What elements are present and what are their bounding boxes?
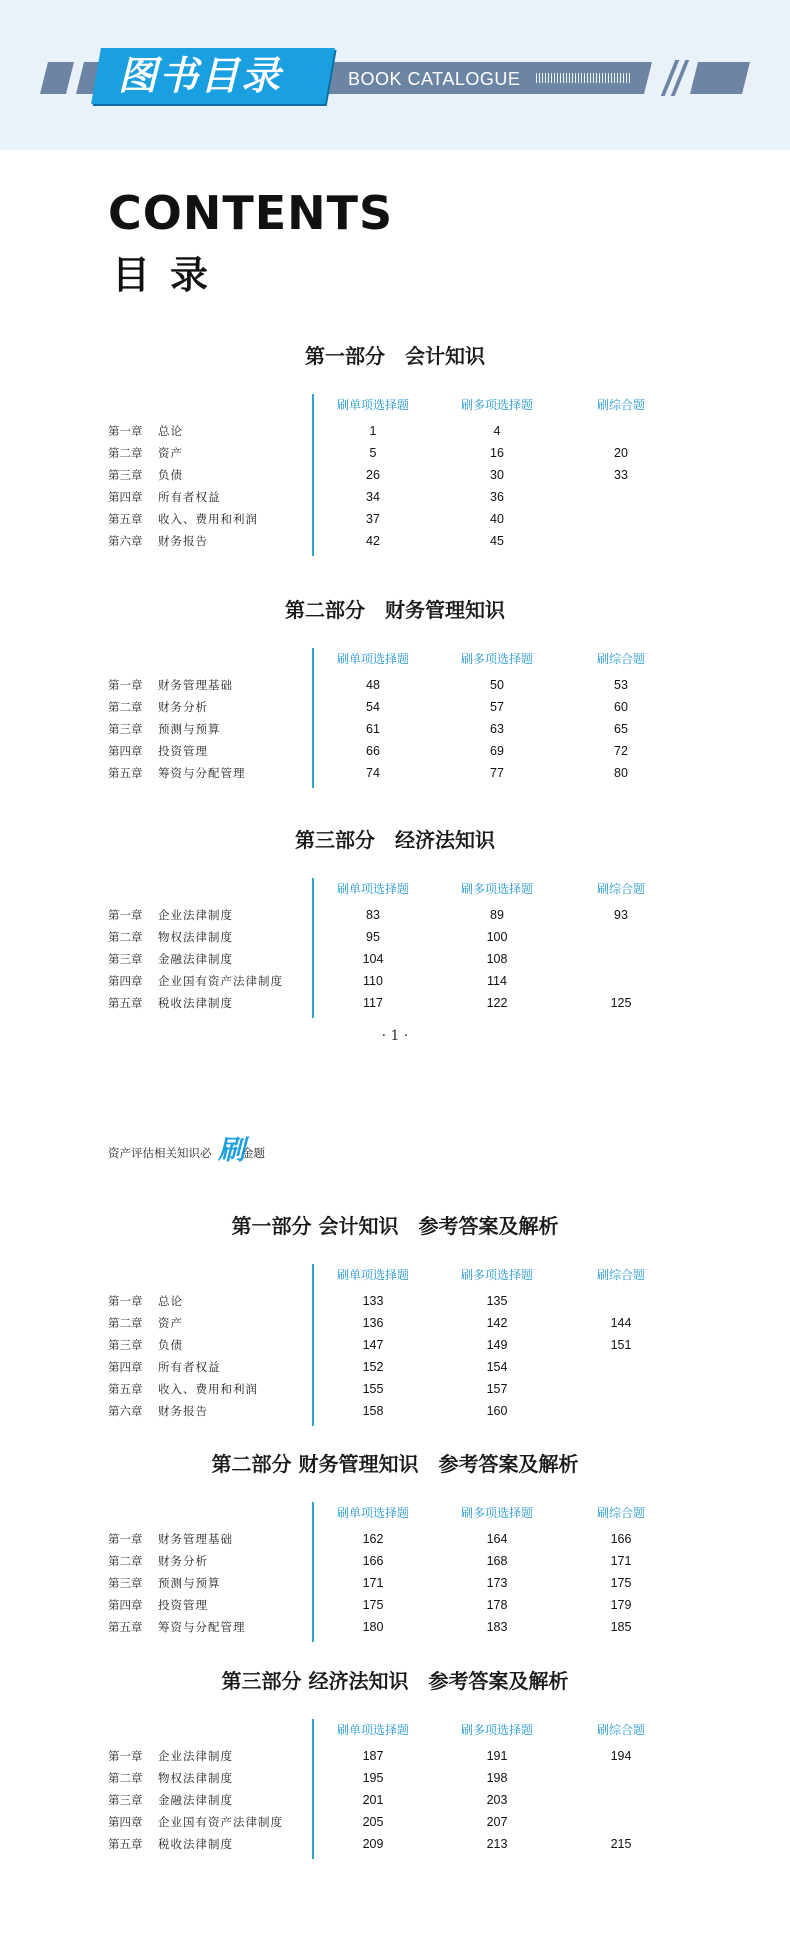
- column-header-single: 刷单项选择题: [336, 882, 409, 896]
- chapter-title: 资产: [158, 1316, 183, 1330]
- toc-row[interactable]: [0, 1791, 790, 1813]
- chapter-number: 第二章: [108, 1554, 143, 1568]
- column-header-multi: 刷多项选择题: [460, 1268, 533, 1282]
- toc-row[interactable]: [0, 1747, 790, 1769]
- page-multi-choice: 45: [490, 534, 504, 548]
- page-multi-choice: 36: [490, 490, 504, 504]
- chapter-number: 第四章: [108, 744, 143, 758]
- page-single-choice: 158: [362, 1404, 384, 1418]
- chapter-number: 第三章: [108, 722, 143, 736]
- page-multi-choice: 89: [490, 908, 504, 922]
- banner-subtitle: BOOK CATALOGUE: [348, 69, 521, 89]
- page-single-choice: 37: [366, 512, 380, 526]
- page-single-choice: 34: [366, 490, 380, 504]
- section-title: 第二部分 财务管理知识: [285, 598, 505, 622]
- page-single-choice: 205: [362, 1815, 384, 1829]
- chapter-title: 财务报告: [158, 534, 208, 548]
- toc-row[interactable]: [0, 532, 790, 554]
- page-single-choice: 104: [362, 952, 384, 966]
- page-single-choice: 1: [369, 424, 377, 438]
- chapter-number: 第五章: [108, 996, 143, 1010]
- column-header-multi: 刷多项选择题: [460, 652, 533, 666]
- banner-tick-marks: [536, 73, 632, 83]
- chapter-number: 第二章: [108, 930, 143, 944]
- page-single-choice: 162: [362, 1532, 384, 1546]
- chapter-title: 所有者权益: [158, 490, 221, 504]
- chapter-title: 负债: [158, 1338, 183, 1352]
- chapter-title: 金融法律制度: [158, 1793, 233, 1807]
- chapter-number: 第五章: [108, 766, 143, 780]
- running-head-tail: 金题: [242, 1146, 265, 1160]
- chapter-title: 筹资与分配管理: [158, 1620, 246, 1634]
- page-comprehensive: 53: [614, 678, 628, 692]
- page-single-choice: 155: [362, 1382, 384, 1396]
- page-multi-choice: 69: [490, 744, 504, 758]
- page-multi-choice: 50: [490, 678, 504, 692]
- page-multi-choice: 108: [486, 952, 508, 966]
- toc-row[interactable]: [0, 1358, 790, 1380]
- chapter-title: 投资管理: [158, 1598, 208, 1612]
- toc-row[interactable]: [0, 510, 790, 532]
- page-multi-choice: 157: [486, 1382, 508, 1396]
- page-comprehensive: 20: [614, 446, 628, 460]
- chapter-number: 第四章: [108, 1598, 143, 1612]
- page-multi-choice: 100: [486, 930, 508, 944]
- toc-row[interactable]: [0, 1314, 790, 1336]
- page-single-choice: 136: [362, 1316, 384, 1330]
- page-single-choice: 133: [362, 1294, 384, 1308]
- page-single-choice: 61: [366, 722, 380, 736]
- chapter-title: 资产: [158, 446, 183, 460]
- page-single-choice: 54: [366, 700, 380, 714]
- toc-row[interactable]: [0, 928, 790, 950]
- page-multi-choice: 40: [490, 512, 504, 526]
- page-multi-choice: 149: [486, 1338, 508, 1352]
- page-multi-choice: 178: [486, 1598, 508, 1612]
- toc-row[interactable]: [0, 422, 790, 444]
- page-multi-choice: 213: [486, 1837, 508, 1851]
- column-header-comprehensive: 刷综合题: [596, 882, 645, 896]
- catalogue-banner: [0, 0, 790, 150]
- toc-row[interactable]: [0, 698, 790, 720]
- chapter-title: 投资管理: [158, 744, 208, 758]
- toc-row[interactable]: [0, 1574, 790, 1596]
- page-multi-choice: 191: [486, 1749, 508, 1763]
- toc-row[interactable]: [0, 676, 790, 698]
- chapter-title: 财务报告: [158, 1404, 208, 1418]
- toc-row[interactable]: [0, 488, 790, 510]
- chapter-title: 筹资与分配管理: [158, 766, 246, 780]
- page-comprehensive: 171: [610, 1554, 632, 1568]
- chapter-title: 财务管理基础: [158, 678, 233, 692]
- column-header-single: 刷单项选择题: [336, 1268, 409, 1282]
- toc-row[interactable]: [0, 1380, 790, 1402]
- page-multi-choice: 203: [486, 1793, 508, 1807]
- column-header-comprehensive: 刷综合题: [596, 1268, 645, 1282]
- chapter-number: 第一章: [108, 1532, 143, 1546]
- chapter-title: 企业法律制度: [158, 1749, 233, 1763]
- page-single-choice: 26: [366, 468, 380, 482]
- page-comprehensive: 125: [610, 996, 632, 1010]
- page-single-choice: 83: [366, 908, 380, 922]
- page-single-choice: 5: [369, 446, 377, 460]
- toc-row[interactable]: [0, 1596, 790, 1618]
- page-comprehensive: 179: [610, 1598, 632, 1612]
- banner-stripe-left: [40, 62, 74, 94]
- chapter-number: 第三章: [108, 1576, 143, 1590]
- page-comprehensive: 144: [610, 1316, 632, 1330]
- page-multi-choice: 173: [486, 1576, 508, 1590]
- page-comprehensive: 93: [614, 908, 628, 922]
- chapter-title: 总论: [158, 424, 183, 438]
- chapter-title: 物权法律制度: [158, 930, 233, 944]
- column-header-multi: 刷多项选择题: [460, 882, 533, 896]
- chapter-number: 第六章: [108, 1404, 143, 1418]
- chapter-title: 所有者权益: [158, 1360, 221, 1374]
- section-title: 第三部分 经济法知识: [295, 828, 495, 852]
- page-single-choice: 48: [366, 678, 380, 692]
- page-single-choice: 95: [366, 930, 380, 944]
- section-title: 第一部分 会计知识 参考答案及解析: [231, 1214, 559, 1238]
- chapter-number: 第二章: [108, 1316, 143, 1330]
- chapter-title: 企业法律制度: [158, 908, 233, 922]
- chapter-number: 第三章: [108, 1338, 143, 1352]
- toc-row[interactable]: [0, 1552, 790, 1574]
- page-multi-choice: 77: [490, 766, 504, 780]
- column-header-multi: 刷多项选择题: [460, 1723, 533, 1737]
- toc-row[interactable]: [0, 466, 790, 488]
- chapter-number: 第二章: [108, 446, 143, 460]
- page-comprehensive: 33: [614, 468, 628, 482]
- toc-row[interactable]: [0, 972, 790, 994]
- page-multi-choice: 198: [486, 1771, 508, 1785]
- column-header-comprehensive: 刷综合题: [596, 1506, 645, 1520]
- page-multi-choice: 142: [486, 1316, 508, 1330]
- toc-row[interactable]: [0, 1813, 790, 1835]
- page-single-choice: 209: [362, 1837, 384, 1851]
- contents-heading-en: CONTENTS: [108, 186, 394, 240]
- chapter-number: 第五章: [108, 1837, 143, 1851]
- chapter-number: 第五章: [108, 1620, 143, 1634]
- chapter-number: 第四章: [108, 974, 143, 988]
- running-head-text: 资产评估相关知识必: [108, 1146, 212, 1160]
- chapter-number: 第一章: [108, 908, 143, 922]
- chapter-title: 预测与预算: [158, 1576, 221, 1590]
- page-comprehensive: 166: [610, 1532, 632, 1546]
- chapter-title: 财务分析: [158, 1554, 208, 1568]
- page-single-choice: 187: [362, 1749, 384, 1763]
- column-header-multi: 刷多项选择题: [460, 1506, 533, 1520]
- page-single-choice: 66: [366, 744, 380, 758]
- column-header-single: 刷单项选择题: [336, 1506, 409, 1520]
- toc-row[interactable]: [0, 1769, 790, 1791]
- page-multi-choice: 63: [490, 722, 504, 736]
- page-multi-choice: 4: [493, 424, 501, 438]
- chapter-title: 物权法律制度: [158, 1771, 233, 1785]
- chapter-number: 第二章: [108, 700, 143, 714]
- chapter-number: 第一章: [108, 424, 143, 438]
- chapter-number: 第五章: [108, 1382, 143, 1396]
- page-single-choice: 147: [362, 1338, 384, 1352]
- page-multi-choice: 154: [486, 1360, 508, 1374]
- page-multi-choice: 114: [487, 974, 507, 988]
- column-header-comprehensive: 刷综合题: [596, 652, 645, 666]
- page-single-choice: 175: [362, 1598, 384, 1612]
- page-single-choice: 110: [363, 974, 383, 988]
- column-header-single: 刷单项选择题: [336, 652, 409, 666]
- chapter-number: 第三章: [108, 468, 143, 482]
- toc-row[interactable]: [0, 742, 790, 764]
- banner-title: 图书目录: [118, 54, 283, 99]
- chapter-number: 第二章: [108, 1771, 143, 1785]
- chapter-title: 企业国有资产法律制度: [158, 1815, 283, 1829]
- page-multi-choice: 183: [486, 1620, 508, 1634]
- page-comprehensive: 185: [610, 1620, 632, 1634]
- page-number: · 1 ·: [381, 1028, 409, 1044]
- column-header-single: 刷单项选择题: [336, 1723, 409, 1737]
- page-multi-choice: 168: [486, 1554, 508, 1568]
- chapter-title: 预测与预算: [158, 722, 221, 736]
- page-multi-choice: 30: [490, 468, 504, 482]
- page-single-choice: 195: [362, 1771, 384, 1785]
- page-comprehensive: 151: [610, 1338, 632, 1352]
- toc-row[interactable]: [0, 1402, 790, 1424]
- page-comprehensive: 194: [610, 1749, 632, 1763]
- page-comprehensive: 65: [614, 722, 628, 736]
- chapter-number: 第一章: [108, 1294, 143, 1308]
- running-head-brush-logo: 刷: [218, 1135, 245, 1166]
- page-comprehensive: 175: [610, 1576, 632, 1590]
- toc-row[interactable]: [0, 764, 790, 786]
- toc-row[interactable]: [0, 444, 790, 466]
- chapter-title: 总论: [158, 1294, 183, 1308]
- page-comprehensive: 80: [614, 766, 628, 780]
- contents-heading-zh: 目录: [112, 253, 229, 297]
- chapter-number: 第一章: [108, 678, 143, 692]
- page-single-choice: 152: [362, 1360, 384, 1374]
- toc-row[interactable]: [0, 1530, 790, 1552]
- page-multi-choice: 164: [486, 1532, 508, 1546]
- toc-row[interactable]: [0, 1618, 790, 1640]
- chapter-number: 第三章: [108, 952, 143, 966]
- toc-row[interactable]: [0, 1336, 790, 1358]
- toc-row[interactable]: [0, 1835, 790, 1857]
- page-multi-choice: 16: [490, 446, 504, 460]
- chapter-number: 第三章: [108, 1793, 143, 1807]
- column-header-multi: 刷多项选择题: [460, 398, 533, 412]
- section-title: 第三部分 经济法知识 参考答案及解析: [221, 1669, 569, 1693]
- chapter-number: 第一章: [108, 1749, 143, 1763]
- page-single-choice: 42: [366, 534, 380, 548]
- chapter-number: 第四章: [108, 1815, 143, 1829]
- chapter-title: 金融法律制度: [158, 952, 233, 966]
- section-title: 第一部分 会计知识: [305, 344, 485, 368]
- column-header-single: 刷单项选择题: [336, 398, 409, 412]
- chapter-title: 财务分析: [158, 700, 208, 714]
- toc-row[interactable]: [0, 906, 790, 928]
- toc-row[interactable]: [0, 1292, 790, 1314]
- page-single-choice: 180: [362, 1620, 384, 1634]
- toc-row[interactable]: [0, 994, 790, 1016]
- page-single-choice: 201: [362, 1793, 384, 1807]
- toc-row[interactable]: [0, 720, 790, 742]
- chapter-title: 财务管理基础: [158, 1532, 233, 1546]
- column-header-comprehensive: 刷综合题: [596, 398, 645, 412]
- page-multi-choice: 135: [486, 1294, 508, 1308]
- toc-row[interactable]: [0, 950, 790, 972]
- chapter-title: 收入、费用和利润: [158, 1382, 258, 1396]
- chapter-title: 负债: [158, 468, 183, 482]
- chapter-title: 税收法律制度: [158, 1837, 233, 1851]
- page-single-choice: 171: [362, 1576, 384, 1590]
- page-single-choice: 166: [362, 1554, 384, 1568]
- banner-stripe-right: [690, 62, 750, 94]
- page-multi-choice: 122: [486, 996, 508, 1010]
- chapter-title: 税收法律制度: [158, 996, 233, 1010]
- page-comprehensive: 215: [610, 1837, 632, 1851]
- chapter-title: 企业国有资产法律制度: [158, 974, 283, 988]
- chapter-title: 收入、费用和利润: [158, 512, 258, 526]
- section-title: 第二部分 财务管理知识 参考答案及解析: [211, 1452, 579, 1476]
- page-comprehensive: 72: [614, 744, 628, 758]
- page-single-choice: 117: [363, 996, 383, 1010]
- column-header-comprehensive: 刷综合题: [596, 1723, 645, 1737]
- chapter-number: 第四章: [108, 1360, 143, 1374]
- chapter-number: 第六章: [108, 534, 143, 548]
- page-single-choice: 74: [366, 766, 380, 780]
- page-multi-choice: 207: [486, 1815, 508, 1829]
- page-comprehensive: 60: [614, 700, 628, 714]
- page-multi-choice: 57: [490, 700, 504, 714]
- page-multi-choice: 160: [486, 1404, 508, 1418]
- chapter-number: 第五章: [108, 512, 143, 526]
- chapter-number: 第四章: [108, 490, 143, 504]
